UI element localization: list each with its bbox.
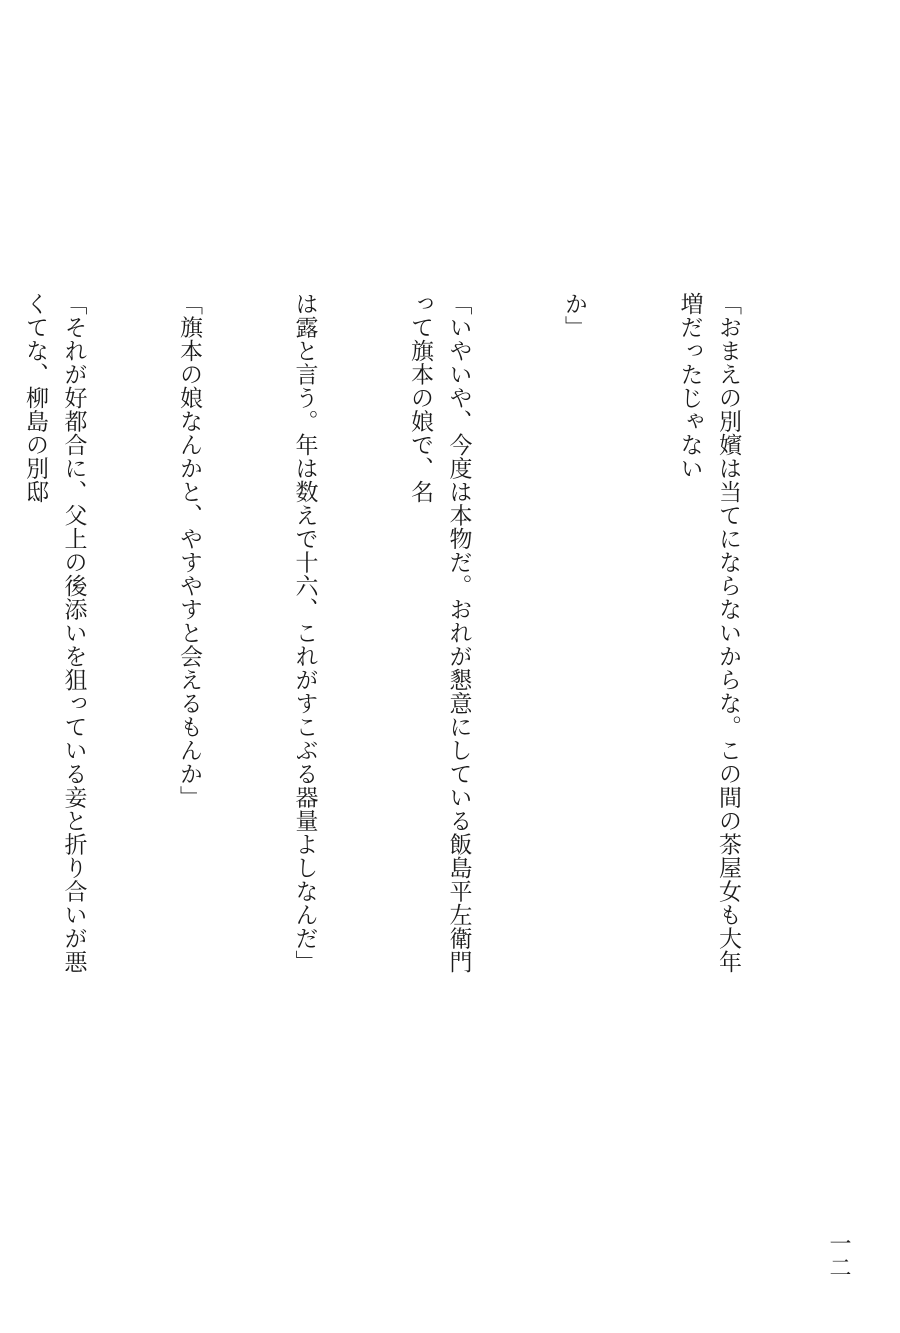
text-line: 「それが好都合に、父上の後添いを狙っている妾と折り合いが悪くてな、柳島の別邸 <box>22 292 87 974</box>
text-line: 「おまえの別嬪は当てにならないからな。この間の茶屋女も大年増だったじゃない <box>676 292 741 974</box>
text-line: 「旗本の娘なんかと、やすやすと会えるもんか」 <box>176 292 202 809</box>
body-text <box>0 292 824 992</box>
text-line: 「いやいや、今度は本物だ。おれが懇意にしている飯島平左衛門って旗本の娘で、名 <box>407 292 472 974</box>
page-number: 一二 <box>826 1232 851 1280</box>
text-line: か」 <box>561 292 587 339</box>
text-line: は露と言う。年は数えで十六、これがすこぶる器量よしなんだ」 <box>291 292 318 974</box>
